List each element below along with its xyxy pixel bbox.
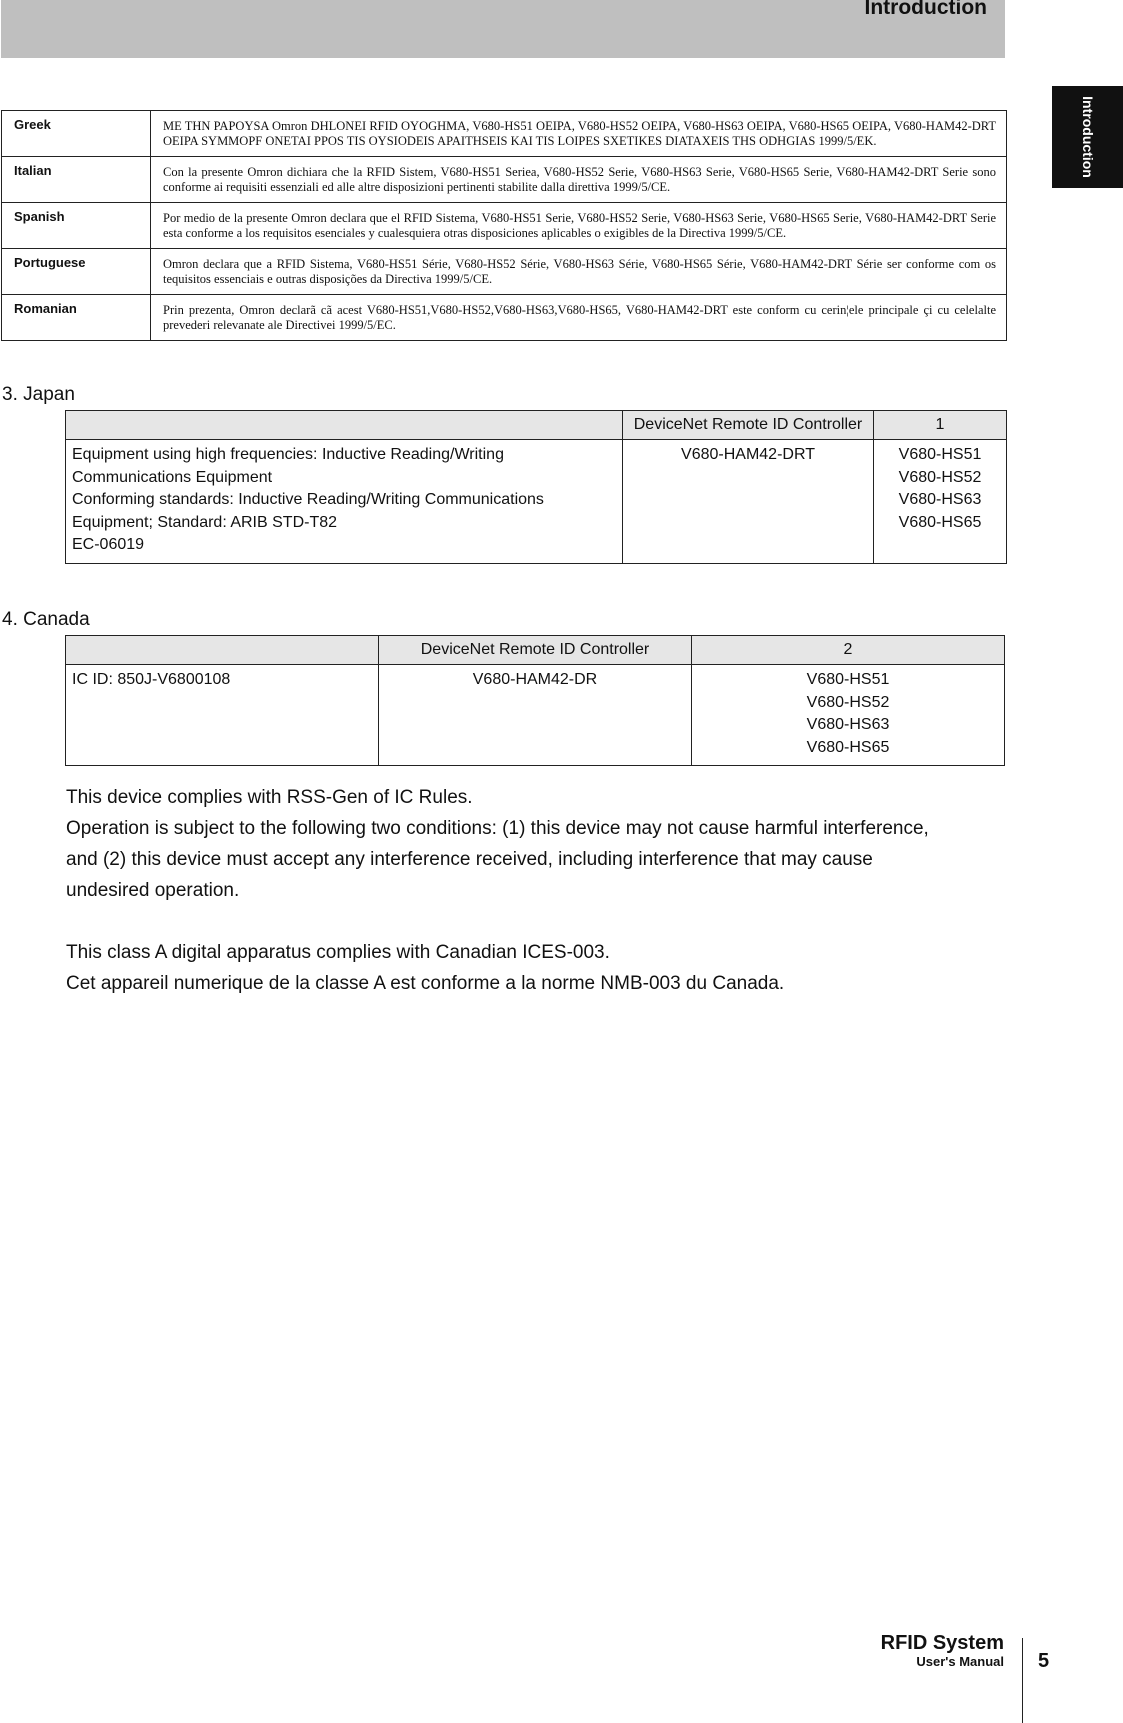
header-controller: DeviceNet Remote ID Controller bbox=[379, 636, 692, 665]
ic-id: IC ID: 850J-V6800108 bbox=[66, 665, 379, 766]
declaration-text: Prin prezenta, Omron declarã cã acest V680-HS51,V680-HS52,V680-HS63,V680-HS65, V680-HAM42-DRT este conform cu cerin¦ele principale çi cu celelalte prevederi relevanate ale Directivei 1999/5/EC. bbox=[151, 295, 1007, 341]
antenna-model: V680-HS63 bbox=[806, 716, 890, 733]
antenna-model: V680-HS51 bbox=[898, 446, 982, 463]
section-side-tab bbox=[1052, 86, 1123, 188]
controller-model: V680-HAM42-DRT bbox=[623, 440, 874, 564]
antenna-model: V680-HS65 bbox=[898, 513, 982, 531]
desc-line: EC-06019 bbox=[72, 536, 145, 553]
desc-line: Equipment; Standard: ARIB STD-T82 bbox=[72, 513, 338, 531]
language-cell: Portuguese bbox=[2, 249, 151, 295]
table-row bbox=[2, 249, 1007, 295]
desc-line: Conforming standards: Inductive Reading/Writing Communications bbox=[72, 491, 544, 508]
table-row bbox=[2, 203, 1007, 249]
header-controller: DeviceNet Remote ID Controller bbox=[623, 411, 874, 440]
table-row bbox=[66, 440, 1007, 564]
text-line: and (2) this device must accept any interference received, including interference that may cause bbox=[66, 849, 873, 870]
japan-heading: 3. Japan bbox=[2, 384, 75, 405]
header-empty-cell bbox=[66, 636, 379, 665]
desc-line: Equipment using high frequencies: Inductive Reading/Writing bbox=[72, 446, 504, 463]
text-line: This device complies with RSS-Gen of IC Rules. bbox=[66, 787, 473, 808]
header-antenna: 2 bbox=[692, 636, 1005, 665]
page-header-title: Introduction bbox=[864, 0, 987, 19]
header-empty-cell bbox=[66, 411, 623, 440]
declaration-text: Con la presente Omron dichiara che la RFID Sistem, V680-HS51 Seriea, V680-HS52 Serie, V680-HS63 Serie, V680-HS65 Serie, V680-HAM42-DRT Serie sono conforme ai requisiti essenziali ed alle altre disposizioni pertinenti stabilite dalla direttiva 1999/5/CE. bbox=[151, 157, 1007, 203]
antenna-list bbox=[874, 440, 1007, 564]
footer-title-block bbox=[881, 1632, 1004, 1670]
antenna-model: V680-HS52 bbox=[898, 468, 982, 486]
declaration-text: Por medio de la presente Omron declara que el RFID Sistema, V680-HS51 Serie, V680-HS52 Serie, V680-HS63 Serie, V680-HS65 Serie, V680-HAM42-DRT Serie esta conforme a los requisitos esenciales y cualesquiera otras disposiciones aplicables o exigibles de la Directiva 1999/5/CE. bbox=[151, 203, 1007, 249]
table-header-row bbox=[66, 636, 1005, 665]
declarations-table bbox=[1, 110, 1007, 341]
japan-table bbox=[65, 410, 1007, 564]
declaration-text: ME THN PAPOYSA Omron DHLONEI RFID OYOGHMA, V680-HS51 OEIPA, V680-HS52 OEIPA, V680-HS63 OEIPA, V680-HS65 OEIPA, V680-HAM42-DRT OEIPA SYMMOPF ONETAI PPOS TIS OYSIODEIS APAITHSEIS KAI TIS LOIPES SXETIKES DIATAXEIS THS ODHGIAS 1999/5/EK. bbox=[151, 111, 1007, 157]
table-header-row bbox=[66, 411, 1007, 440]
footer-title: RFID System bbox=[880, 1632, 1004, 1654]
language-cell: Greek bbox=[2, 111, 151, 157]
language-cell: Spanish bbox=[2, 203, 151, 249]
antenna-list bbox=[692, 665, 1005, 766]
side-tab-label: Introduction bbox=[1079, 96, 1096, 178]
table-row bbox=[2, 157, 1007, 203]
controller-model: V680-HAM42-DR bbox=[379, 665, 692, 766]
text-line: Operation is subject to the following two conditions: (1) this device may not cause harmful interference, bbox=[66, 818, 929, 839]
page-number: 5 bbox=[1038, 1650, 1050, 1672]
text-line: Cet appareil numerique de la classe A est conforme a la norme NMB-003 du Canada. bbox=[66, 973, 785, 994]
header-antenna: 1 bbox=[874, 411, 1007, 440]
antenna-model: V680-HS52 bbox=[806, 693, 890, 711]
compliance-paragraph-2 bbox=[66, 937, 1026, 999]
equipment-description bbox=[66, 440, 623, 564]
canada-table bbox=[65, 635, 1005, 766]
header-bar bbox=[1, 0, 1005, 58]
canada-heading: 4. Canada bbox=[2, 609, 90, 630]
declaration-text: Omron declara que a RFID Sistema, V680-HS51 Série, V680-HS52 Série, V680-HS63 Série, V680-HS65 Série, V680-HAM42-DRT Série ser conforme com os tequisitos essenciais e outras disposições da Directiva 1999/5/CE. bbox=[151, 249, 1007, 295]
table-row bbox=[2, 111, 1007, 157]
antenna-model: V680-HS51 bbox=[806, 671, 890, 688]
compliance-paragraph-1 bbox=[66, 782, 1026, 906]
footer-divider bbox=[1022, 1638, 1023, 1723]
table-row bbox=[66, 665, 1005, 766]
language-cell: Romanian bbox=[2, 295, 151, 341]
desc-line: Communications Equipment bbox=[72, 468, 273, 486]
footer-subtitle: User's Manual bbox=[916, 1654, 1004, 1669]
antenna-model: V680-HS65 bbox=[806, 738, 890, 756]
antenna-model: V680-HS63 bbox=[898, 491, 982, 508]
text-line: This class A digital apparatus complies with Canadian ICES-003. bbox=[66, 942, 610, 963]
text-line: undesired operation. bbox=[66, 880, 240, 901]
table-row bbox=[2, 295, 1007, 341]
language-cell: Italian bbox=[2, 157, 151, 203]
